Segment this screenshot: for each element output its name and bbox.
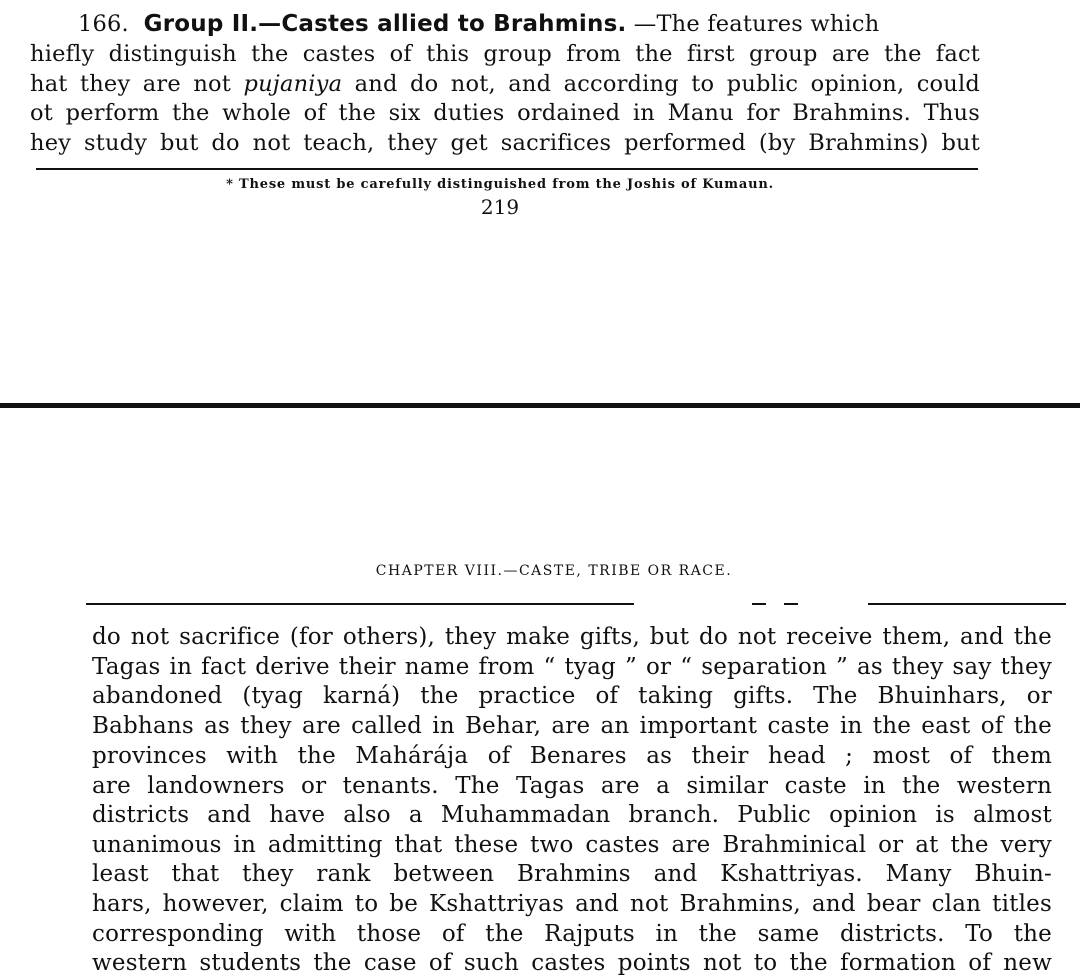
body-line: districts and have also a Muhammadan branch. Public opinion is almost	[92, 802, 1052, 828]
body-line: least that they rank between Brahmins and Kshattriyas. Many Bhuin-	[92, 861, 1052, 887]
header-rule	[784, 603, 798, 605]
paragraph-number: 166.	[78, 11, 129, 37]
running-head: CHAPTER VIII.—CASTE, TRIBE OR RACE.	[375, 563, 733, 579]
body-line: provinces with the Mahárája of Benares as their head ; most of them	[92, 743, 1052, 769]
body-line: Tagas in fact derive their name from “ tyag ” or “ separation ” as they say they	[92, 654, 1052, 680]
section-heading: Group II.—Castes allied to Brahmins.	[143, 11, 627, 37]
body-line: corresponding with those of the Rajputs in the same districts. To the	[92, 921, 1052, 947]
text-span: and do not, and according to public opinion, could	[342, 71, 980, 97]
body-line: are landowners or tenants. The Tagas are a similar caste in the western	[92, 773, 1052, 799]
body-line: Babhans as they are called in Behar, are an important caste in the east of the	[92, 713, 1052, 739]
italic-term: pujaniya	[243, 71, 343, 97]
footnote-rule	[36, 168, 978, 170]
body-line: western students the case of such castes points not to the formation of new	[92, 950, 1052, 976]
footnote: * These must be carefully distinguished from the Joshis of Kumaun.	[226, 177, 774, 192]
heading-lead-in: —The features which	[626, 11, 880, 37]
page-number: 219	[480, 195, 520, 219]
body-line: abandoned (tyag karná) the practice of taking gifts. The Bhuinhars, or	[92, 683, 1052, 709]
text-span: hat they are not	[30, 71, 244, 97]
header-rule	[752, 603, 766, 605]
header-rule	[86, 603, 634, 605]
scan-divider	[0, 403, 1080, 408]
body-line: hars, however, claim to be Kshattriyas and not Brahmins, and bear clan titles	[92, 891, 1052, 917]
body-line: unanimous in admitting that these two castes are Brahminical or at the very	[92, 832, 1052, 858]
paragraph-line	[30, 71, 980, 97]
paragraph-line: hiefly distinguish the castes of this group from the first group are the fact	[30, 41, 980, 67]
header-rule	[868, 603, 1066, 605]
body-line: do not sacrifice (for others), they make gifts, but do not receive them, and the	[92, 624, 1052, 650]
paragraph-line: ot perform the whole of the six duties ordained in Manu for Brahmins. Thus	[30, 100, 980, 126]
paragraph-first-line	[30, 11, 980, 37]
paragraph-line: hey study but do not teach, they get sacrifices performed (by Brahmins) but	[30, 130, 980, 156]
